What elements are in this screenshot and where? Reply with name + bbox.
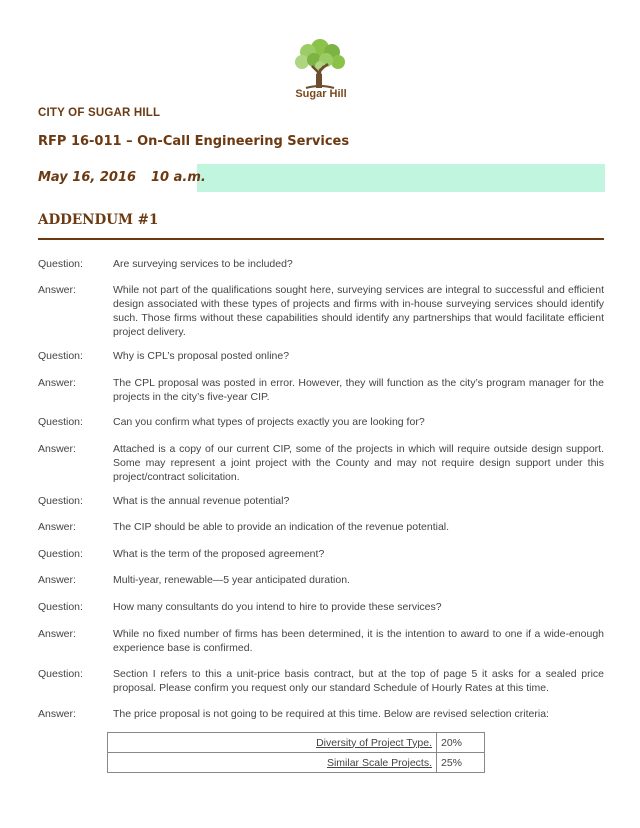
- criteria-weight: 20%: [437, 733, 485, 753]
- qa-label: Question:: [38, 601, 83, 613]
- qa-label: Question:: [38, 668, 83, 680]
- criteria-name-cell: [108, 733, 437, 753]
- qa-label: Question:: [38, 258, 83, 270]
- rfp-title: RFP 16-011 – On-Call Engineering Services: [38, 134, 350, 149]
- qa-text: The CIP should be able to provide an indication of the revenue potential.: [113, 521, 450, 533]
- qa-text: Section I refers to this a unit-price basis contract, but at the top of page 5 it asks for a sealed price proposal. Please confirm you request only our standard Schedule of Hourly Rates at this time.: [113, 668, 604, 694]
- qa-label: Question:: [38, 416, 83, 428]
- divider: [38, 238, 604, 240]
- qa-text: The CPL proposal was posted in error. However, they will function as the city’s program manager for the projects in the city’s five-year CIP.: [113, 377, 604, 403]
- qa-label: Answer:: [38, 628, 76, 640]
- qa-text: Multi-year, renewable—5 year anticipated duration.: [113, 574, 350, 586]
- qa-label: Answer:: [38, 574, 76, 586]
- criteria-name: Similar Scale Projects.: [326, 756, 432, 769]
- qa-text: Attached is a copy of our current CIP, some of the projects in which will require outside design support. Some may represent a joint project with the County and may not require design support under this project/contract solicitation.: [113, 443, 604, 483]
- logo-text: Sugar Hill: [295, 88, 347, 100]
- qa-text: The price proposal is not going to be required at this time. Below are revised selection criteria:: [113, 708, 549, 720]
- qa-label: Answer:: [38, 377, 76, 389]
- time-text: 10 a.m.: [151, 170, 206, 185]
- table-row: [108, 753, 485, 773]
- qa-label: Answer:: [38, 708, 76, 720]
- qa-text: What is the annual revenue potential?: [113, 495, 290, 507]
- qa-text: While not part of the qualifications sought here, surveying services are integral to successful and efficient design associated with these types of projects and firms with in-house surveying services should identify such. Those firms without these capabilities should identify any partnerships that would facilitate efficient project delivery.: [113, 284, 604, 338]
- table-row: [108, 733, 485, 753]
- qa-text: Are surveying services to be included?: [113, 258, 293, 270]
- qa-label: Question:: [38, 548, 83, 560]
- qa-text: What is the term of the proposed agreement?: [113, 548, 325, 560]
- qa-text: Can you confirm what types of projects exactly you are looking for?: [113, 416, 425, 428]
- org-name: CITY OF SUGAR HILL: [38, 107, 161, 119]
- qa-label: Answer:: [38, 284, 76, 296]
- qa-label: Question:: [38, 350, 83, 362]
- qa-text: While no fixed number of firms has been determined, it is the intention to award to one if a wide-enough experience base is confirmed.: [113, 628, 604, 654]
- criteria-weight: 25%: [437, 753, 485, 773]
- qa-label: Answer:: [38, 521, 76, 533]
- date-text: May 16, 2016: [38, 170, 137, 185]
- highlight-band: [197, 164, 605, 192]
- criteria-name-cell: [108, 753, 437, 773]
- qa-label: Answer:: [38, 443, 76, 455]
- qa-label: Question:: [38, 495, 83, 507]
- qa-text: Why is CPL’s proposal posted online?: [113, 350, 290, 362]
- qa-text: How many consultants do you intend to hire to provide these services?: [113, 601, 442, 613]
- criteria-table: [107, 732, 485, 773]
- addendum-title: ADDENDUM #1: [38, 212, 159, 228]
- criteria-name: Diversity of Project Type.: [316, 736, 432, 749]
